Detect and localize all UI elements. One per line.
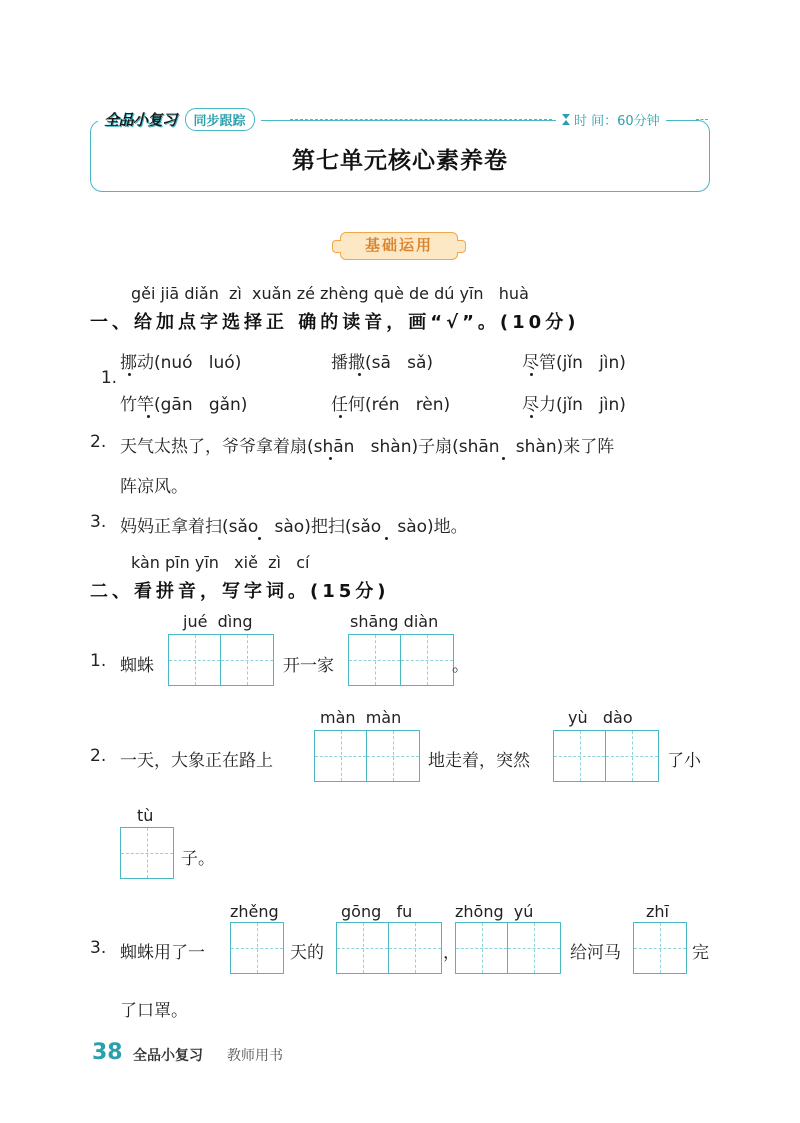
emphasis-dot — [530, 415, 533, 418]
q1-option: 尽管(jǐn jìn) — [522, 353, 626, 373]
answer-box[interactable] — [455, 922, 561, 974]
q1-item2-line: 天气太热了，爷爷拿着扇(shān shàn)子扇(shān shàn)来了阵 — [120, 437, 615, 457]
answer-box[interactable] — [348, 634, 454, 686]
answer-box[interactable] — [120, 827, 174, 879]
item-text: 。 — [452, 656, 469, 676]
answer-box[interactable] — [168, 634, 274, 686]
answer-box[interactable] — [230, 922, 284, 974]
answer-cell[interactable] — [337, 923, 389, 973]
item-text: ， — [443, 943, 460, 963]
answer-pinyin: tù — [137, 806, 154, 825]
answer-pinyin: zhī — [646, 902, 669, 921]
q2-heading: 二、看拼音，写字词。(15分) — [90, 581, 390, 602]
q1-option: 任何(rén rèn) — [331, 395, 451, 415]
answer-pinyin: zhěng — [230, 902, 279, 921]
emphasis-dot — [128, 373, 131, 376]
emphasis-dot — [329, 457, 332, 460]
brand-tag: 同步跟踪 — [185, 108, 255, 131]
q1-item2-line: 阵凉风。 — [120, 477, 188, 497]
q1-option: 播撒(sā sǎ) — [331, 353, 434, 373]
section-banner: 基础运用 — [340, 232, 458, 260]
answer-box[interactable] — [314, 730, 420, 782]
answer-cell[interactable] — [169, 635, 221, 685]
answer-box[interactable] — [633, 922, 687, 974]
answer-cell[interactable] — [401, 635, 453, 685]
item-number: 2. — [90, 746, 107, 766]
footer-brand: 全品小复习 — [133, 1048, 203, 1064]
answer-pinyin: màn màn — [320, 708, 402, 727]
emphasis-dot — [530, 373, 533, 376]
q1-pinyin: gěi jiā diǎn zì xuǎn zé zhèng què de dú yīn huà — [131, 284, 529, 303]
emphasis-dot — [385, 537, 388, 540]
emphasis-dot — [339, 415, 342, 418]
brand-logo: 全品小复习 — [104, 110, 177, 129]
header-divider — [696, 119, 708, 120]
q1-item3-line: 妈妈正拿着扫(sǎo sào)把扫(sǎo sào)地。 — [120, 517, 468, 537]
answer-cell[interactable] — [121, 828, 173, 878]
brand-block — [98, 108, 261, 130]
q1-heading: 一、给加点字选择正 确的读音，画“√”。(10分) — [90, 312, 580, 333]
time-label: 时 间：60分钟 — [574, 113, 660, 129]
q1-item3-num: 3. — [90, 512, 107, 532]
answer-pinyin: jué dìng — [183, 612, 253, 631]
item-text: 地走着，突然 — [428, 751, 530, 771]
answer-cell[interactable] — [606, 731, 658, 781]
q1-item2-num: 2. — [90, 432, 107, 452]
answer-cell[interactable] — [554, 731, 606, 781]
item-text: 天的 — [290, 943, 324, 963]
answer-cell[interactable] — [389, 923, 441, 973]
item-text: 给河马 — [570, 943, 621, 963]
q1-option: 尽力(jǐn jìn) — [522, 395, 626, 415]
answer-cell[interactable] — [349, 635, 401, 685]
answer-cell[interactable] — [315, 731, 367, 781]
item-text: 开一家 — [283, 656, 334, 676]
item-number: 1. — [90, 651, 107, 671]
q2-pinyin: kàn pīn yīn xiě zì cí — [131, 553, 310, 572]
item-text: 了小 — [667, 751, 701, 771]
item-text: 蜘蛛 — [120, 656, 154, 676]
answer-cell[interactable] — [221, 635, 273, 685]
answer-box[interactable] — [336, 922, 442, 974]
footer-subtitle: 教师用书 — [227, 1048, 283, 1064]
item-text: 子。 — [181, 849, 215, 869]
emphasis-dot — [358, 373, 361, 376]
item-text: 了口罩。 — [120, 1001, 188, 1021]
answer-cell[interactable] — [231, 923, 283, 973]
hourglass-icon — [562, 114, 570, 125]
answer-pinyin: yù dào — [568, 708, 633, 727]
emphasis-dot — [147, 415, 150, 418]
q1-option: 挪动(nuó luó) — [120, 353, 242, 373]
answer-pinyin: shāng diàn — [350, 612, 439, 631]
answer-pinyin: zhōng yú — [455, 902, 534, 921]
answer-cell[interactable] — [508, 923, 560, 973]
answer-cell[interactable] — [634, 923, 686, 973]
answer-cell[interactable] — [367, 731, 419, 781]
header-divider — [290, 119, 552, 120]
answer-pinyin: gōng fu — [341, 902, 413, 921]
answer-cell[interactable] — [456, 923, 508, 973]
emphasis-dot — [502, 457, 505, 460]
item-text: 一天，大象正在路上 — [120, 751, 273, 771]
q1-option: 竹竿(gān gǎn) — [120, 395, 248, 415]
time-info — [556, 110, 666, 128]
item-text: 完 — [692, 943, 709, 963]
item-number: 1. — [100, 368, 118, 388]
page-number: 38 — [92, 1040, 123, 1065]
emphasis-dot — [258, 537, 261, 540]
page-title: 第七单元核心素养卷 — [292, 147, 508, 174]
answer-box[interactable] — [553, 730, 659, 782]
item-number: 3. — [90, 938, 107, 958]
item-text: 蜘蛛用了一 — [120, 943, 205, 963]
